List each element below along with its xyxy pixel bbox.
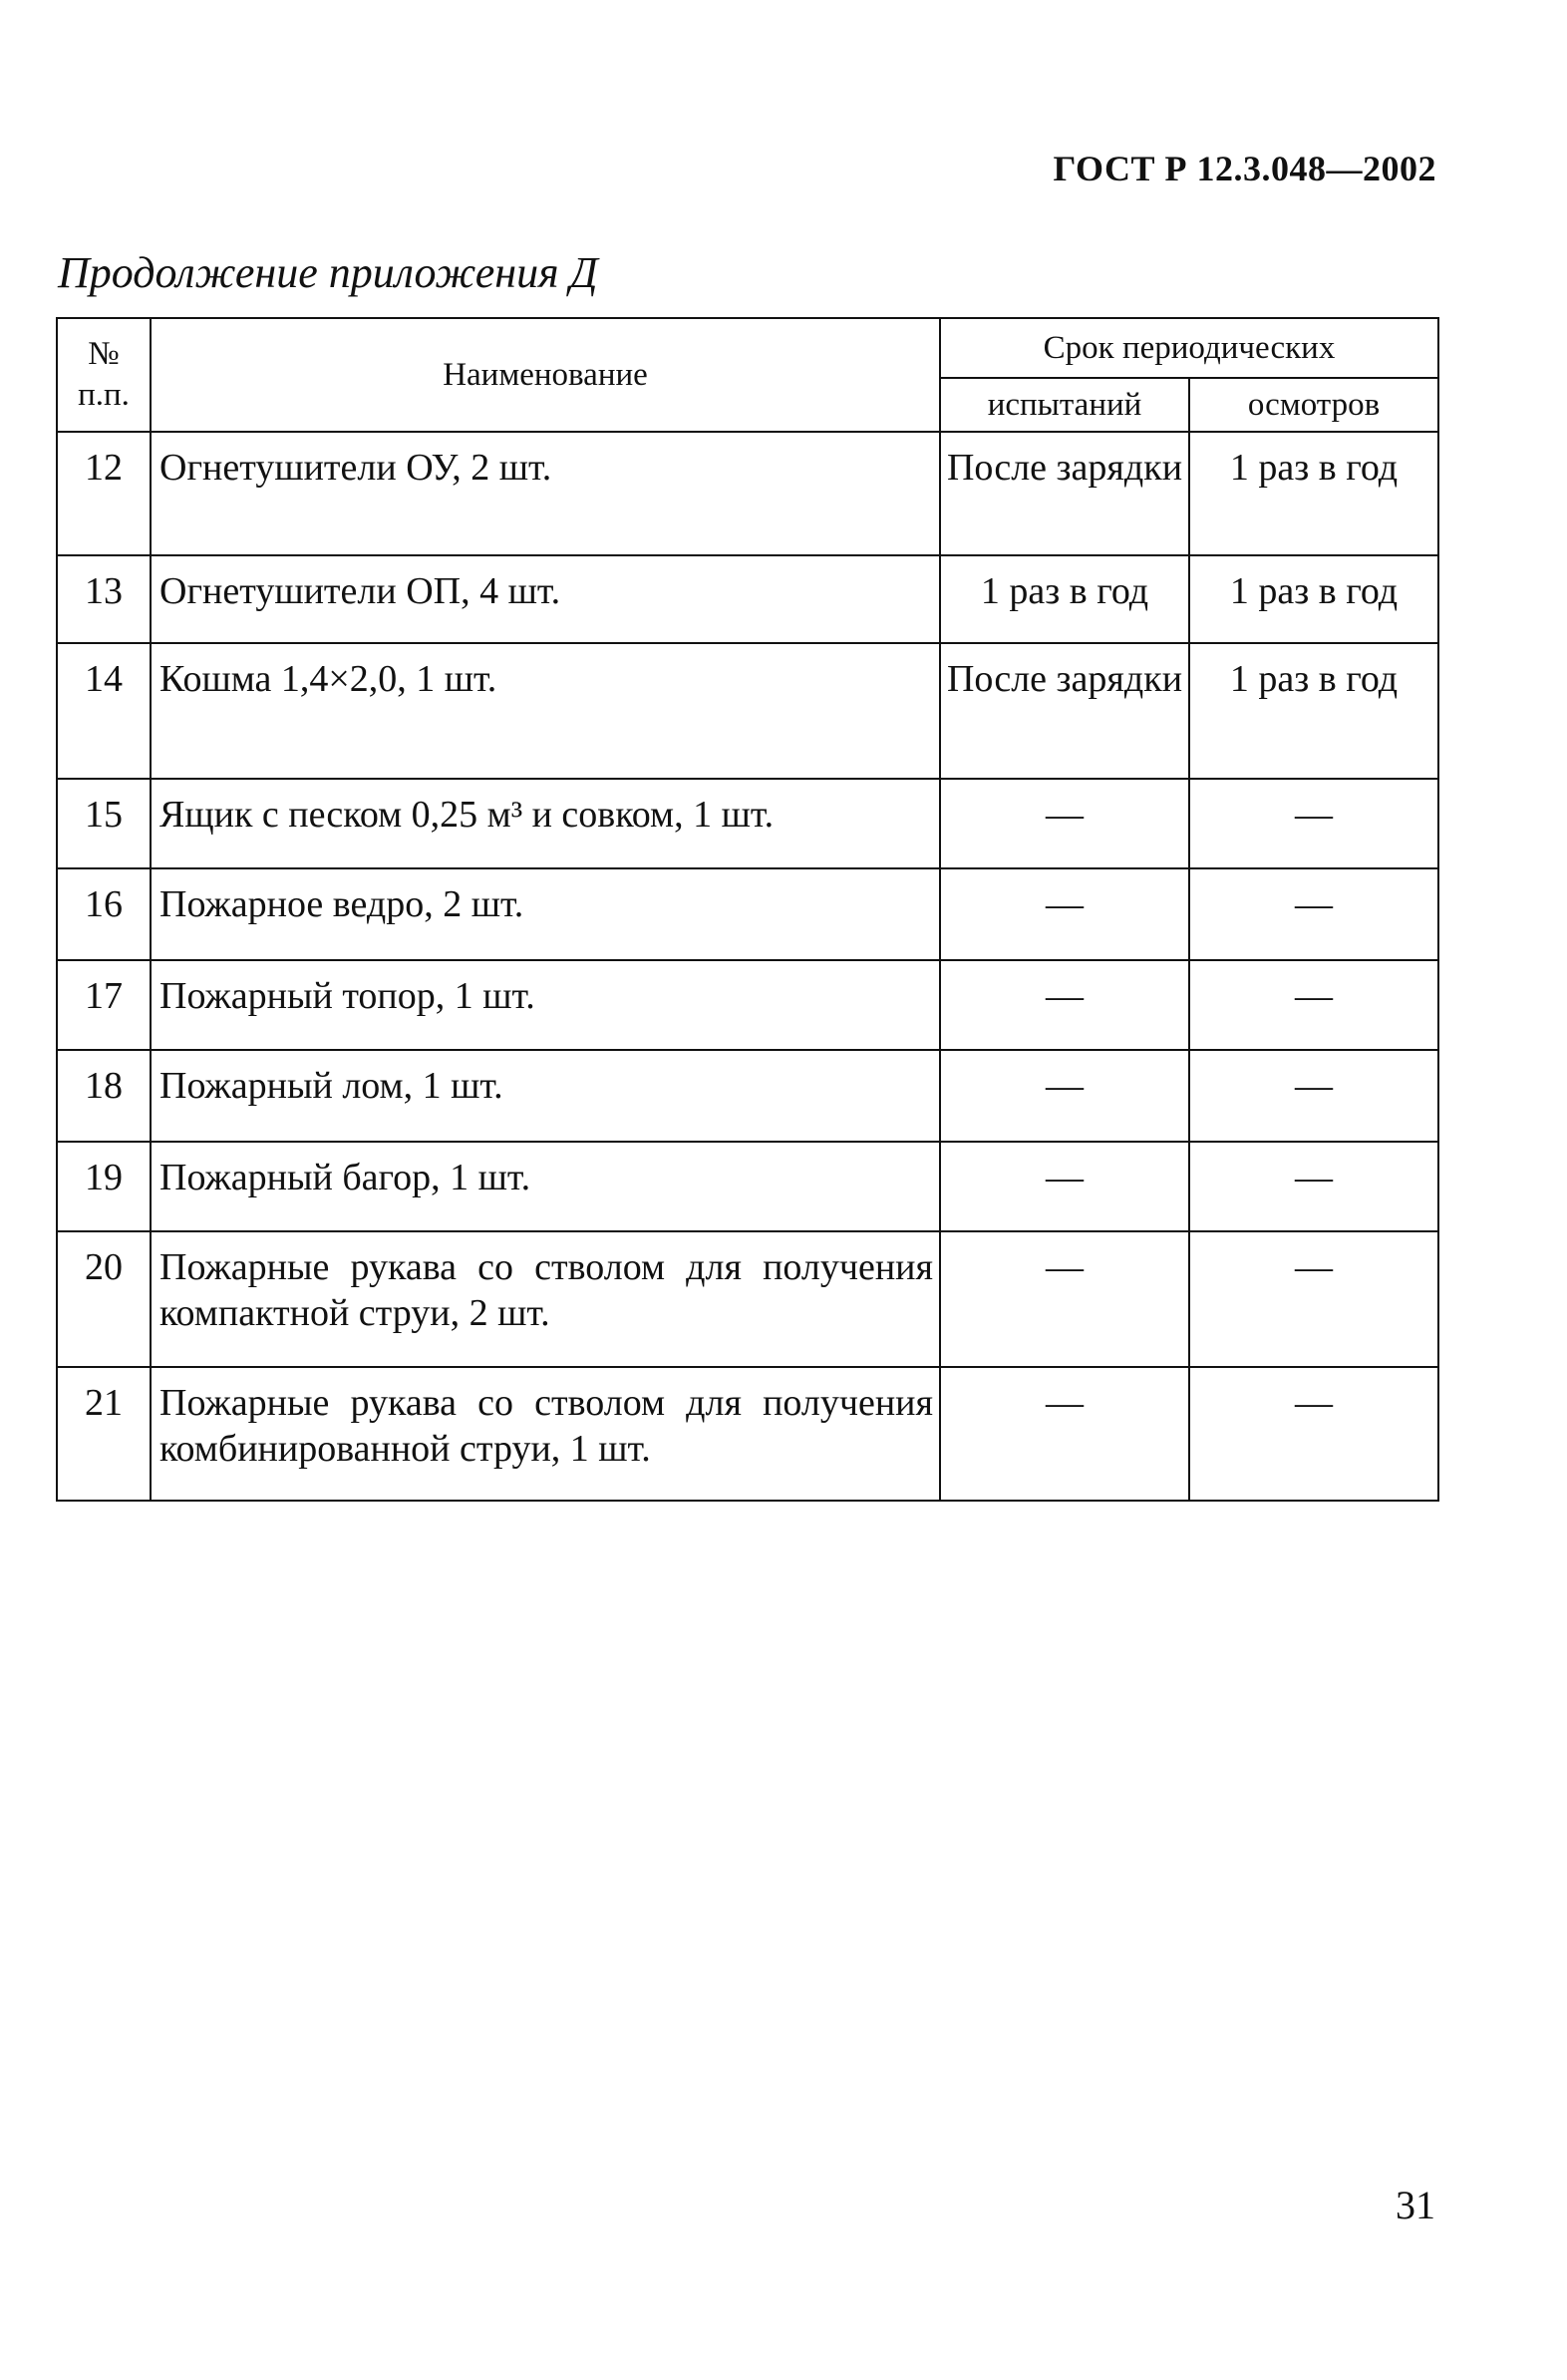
row-inspections: 1 раз в год [1189, 432, 1438, 555]
table-row [57, 1231, 1438, 1367]
row-tests: — [940, 868, 1189, 960]
row-inspections: 1 раз в год [1189, 643, 1438, 779]
row-name: Пожарный багор, 1 шт. [151, 1142, 940, 1231]
row-name: Огнетушители ОУ, 2 шт. [151, 432, 940, 555]
header-inspections: осмотров [1189, 378, 1438, 432]
table-row [57, 555, 1438, 643]
row-number: 14 [57, 643, 151, 779]
row-inspections: — [1189, 1231, 1438, 1367]
row-name: Пожарный лом, 1 шт. [151, 1050, 940, 1142]
document-code: ГОСТ Р 12.3.048—2002 [1053, 149, 1436, 188]
row-name: Пожарные рукава со стволом для получения компактной струи, 2 шт. [151, 1231, 940, 1367]
page-number: 31 [1396, 2183, 1435, 2227]
table-row [57, 1367, 1438, 1501]
continuation-title: Продолжение приложения Д [58, 248, 598, 297]
row-inspections: — [1189, 1142, 1438, 1231]
row-tests: — [940, 1367, 1189, 1501]
row-inspections: — [1189, 960, 1438, 1050]
row-number: 19 [57, 1142, 151, 1231]
table-row [57, 960, 1438, 1050]
row-number: 15 [57, 779, 151, 868]
row-name: Кошма 1,4×2,0, 1 шт. [151, 643, 940, 779]
row-inspections: — [1189, 1367, 1438, 1501]
table-row [57, 432, 1438, 555]
row-name: Огнетушители ОП, 4 шт. [151, 555, 940, 643]
row-number: 17 [57, 960, 151, 1050]
row-number: 21 [57, 1367, 151, 1501]
row-tests: После зарядки [940, 643, 1189, 779]
header-tests: испытаний [940, 378, 1189, 432]
row-name: Пожарный топор, 1 шт. [151, 960, 940, 1050]
table-row [57, 868, 1438, 960]
row-name: Ящик с песком 0,25 м³ и совком, 1 шт. [151, 779, 940, 868]
row-inspections: — [1189, 1050, 1438, 1142]
row-number: 13 [57, 555, 151, 643]
row-tests: — [940, 1142, 1189, 1231]
row-name: Пожарные рукава со стволом для получения комбинированной струи, 1 шт. [151, 1367, 940, 1501]
table-row [57, 1050, 1438, 1142]
row-name: Пожарное ведро, 2 шт. [151, 868, 940, 960]
row-inspections: 1 раз в год [1189, 555, 1438, 643]
row-number: 18 [57, 1050, 151, 1142]
row-tests: — [940, 1050, 1189, 1142]
row-inspections: — [1189, 779, 1438, 868]
row-tests: — [940, 779, 1189, 868]
row-inspections: — [1189, 868, 1438, 960]
table-row [57, 779, 1438, 868]
header-number: № п.п. [57, 318, 151, 432]
header-name: Наименование [151, 318, 940, 432]
equipment-table [56, 317, 1439, 1502]
row-tests: — [940, 1231, 1189, 1367]
row-tests: — [940, 960, 1189, 1050]
row-tests: 1 раз в год [940, 555, 1189, 643]
table-row [57, 643, 1438, 779]
row-number: 12 [57, 432, 151, 555]
header-period: Срок периодических [940, 318, 1438, 378]
row-number: 20 [57, 1231, 151, 1367]
table-row [57, 1142, 1438, 1231]
row-number: 16 [57, 868, 151, 960]
row-tests: После зарядки [940, 432, 1189, 555]
